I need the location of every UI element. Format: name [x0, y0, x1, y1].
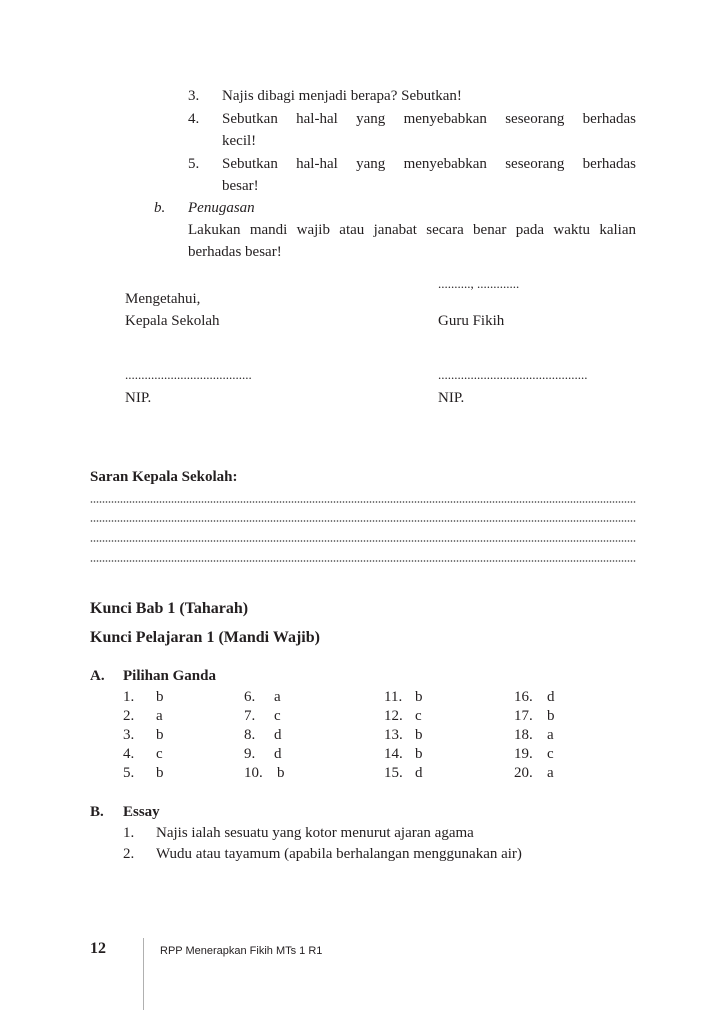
answer-number: 12.	[384, 708, 403, 724]
guru-nip: NIP.	[438, 390, 465, 406]
footer-book-title: RPP Menerapkan Fikih MTs 1 R1	[160, 945, 323, 957]
answer-letter: b	[156, 765, 164, 781]
answer-number: 1.	[123, 689, 135, 705]
answer-number: 8.	[244, 727, 256, 743]
answer-number: 4.	[123, 746, 135, 762]
answer-number: 10.	[244, 765, 263, 781]
section-a-letter: A.	[90, 668, 105, 684]
answer-number: 2.	[123, 708, 135, 724]
answer-letter: b	[415, 727, 423, 743]
essay-number: 1.	[123, 825, 135, 841]
question-5-line1: Sebutkan hal-hal yang menyebabkan seseorang berhadas	[222, 156, 636, 172]
saran-dotted-line	[90, 501, 636, 503]
answer-letter: b	[547, 708, 555, 724]
answer-letter: d	[274, 746, 282, 762]
penugasan-letter: b.	[154, 200, 166, 216]
page-number: 12	[90, 940, 106, 957]
essay-answer: Wudu atau tayamum (apabila berhalangan menggunakan air)	[156, 846, 522, 862]
kunci-pelajaran-title: Kunci Pelajaran 1 (Mandi Wajib)	[90, 629, 320, 646]
answer-letter: b	[156, 727, 164, 743]
saran-dotted-line	[90, 560, 636, 562]
saran-dotted-line	[90, 520, 636, 522]
question-5-line2: besar!	[222, 178, 259, 194]
answer-number: 15.	[384, 765, 403, 781]
answer-letter: d	[415, 765, 423, 781]
answer-number: 17.	[514, 708, 533, 724]
answer-number: 5.	[123, 765, 135, 781]
penugasan-title: Penugasan	[188, 200, 255, 216]
answer-letter: a	[274, 689, 281, 705]
answer-number: 19.	[514, 746, 533, 762]
question-4-line1: Sebutkan hal-hal yang menyebabkan seseorang berhadas	[222, 111, 636, 127]
answer-number: 3.	[123, 727, 135, 743]
answer-letter: b	[277, 765, 285, 781]
answer-letter: a	[547, 727, 554, 743]
question-5-number: 5.	[188, 156, 200, 172]
section-b-letter: B.	[90, 804, 104, 820]
answer-number: 13.	[384, 727, 403, 743]
answer-number: 7.	[244, 708, 256, 724]
answer-letter: c	[415, 708, 422, 724]
guru-name-line: ..............................................	[438, 367, 588, 382]
penugasan-line1: Lakukan mandi wajib atau janabat secara benar pada waktu kalian	[188, 222, 636, 238]
mengetahui-label: Mengetahui,	[125, 291, 201, 307]
answer-number: 6.	[244, 689, 256, 705]
section-b-title: Essay	[123, 804, 160, 820]
saran-dotted-line	[90, 540, 636, 542]
answer-letter: d	[274, 727, 282, 743]
essay-answer: Najis ialah sesuatu yang kotor menurut ajaran agama	[156, 825, 474, 841]
answer-letter: c	[156, 746, 163, 762]
answer-letter: b	[156, 689, 164, 705]
penugasan-line2: berhadas besar!	[188, 244, 282, 260]
answer-number: 9.	[244, 746, 256, 762]
question-3-number: 3.	[188, 88, 200, 104]
essay-number: 2.	[123, 846, 135, 862]
answer-number: 20.	[514, 765, 533, 781]
kepala-name-line: .......................................	[125, 367, 252, 382]
answer-number: 11.	[384, 689, 403, 705]
answer-number: 14.	[384, 746, 403, 762]
question-3-text: Najis dibagi menjadi berapa? Sebutkan!	[222, 88, 462, 104]
kepala-nip: NIP.	[125, 390, 152, 406]
question-4-line2: kecil!	[222, 133, 257, 149]
answer-letter: b	[415, 689, 423, 705]
guru-fikih-label: Guru Fikih	[438, 313, 505, 329]
question-4-number: 4.	[188, 111, 200, 127]
kunci-bab-title: Kunci Bab 1 (Taharah)	[90, 600, 249, 617]
footer-divider	[143, 938, 144, 1010]
answer-number: 16.	[514, 689, 533, 705]
answer-number: 18.	[514, 727, 533, 743]
answer-letter: d	[547, 689, 555, 705]
answer-letter: c	[547, 746, 554, 762]
answer-letter: c	[274, 708, 281, 724]
answer-letter: b	[415, 746, 423, 762]
answer-letter: a	[547, 765, 554, 781]
saran-title: Saran Kepala Sekolah:	[90, 469, 238, 485]
kepala-sekolah-label: Kepala Sekolah	[125, 313, 220, 329]
date-place-line: .........., .............	[438, 276, 520, 291]
section-a-title: Pilihan Ganda	[123, 668, 216, 684]
answer-letter: a	[156, 708, 163, 724]
